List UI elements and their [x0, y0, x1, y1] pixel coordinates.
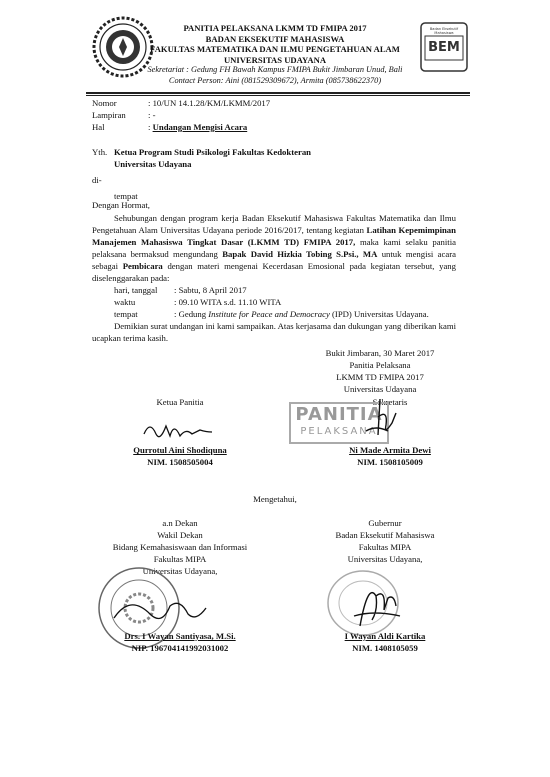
governor-nim: NIM. 1408105059: [352, 643, 418, 653]
waktu-value: : 09.10 WITA s.d. 11.10 WITA: [174, 297, 282, 307]
stamp-line-1: PANITIA: [295, 404, 383, 425]
committee-line-2: LKMM TD FMIPA 2017: [336, 372, 424, 382]
governor-signer: [305, 630, 465, 654]
dean-line-5: Universitas Udayana,: [142, 566, 218, 576]
governor-signature: [350, 576, 406, 632]
left-signer-name: Qurrotul Aini Shodiquna: [133, 445, 227, 455]
recipient-di: di-: [92, 175, 102, 185]
committee-line-3: Universitas Udayana: [343, 384, 417, 394]
committee-line-1: Panitia Pelaksana: [349, 360, 411, 370]
gov-line-3: Fakultas MIPA: [358, 542, 412, 552]
committee-block: [300, 347, 460, 395]
dean-line-1: a.n Dekan: [162, 518, 198, 528]
nomor-label: Nomor: [92, 98, 117, 108]
dean-signature: [110, 588, 210, 632]
left-signer-nim: NIM. 1508505004: [147, 457, 213, 467]
recipient-tempat: tempat: [114, 191, 138, 201]
nomor-value: : 10/UN 14.1.28/KM/LKMM/2017: [148, 98, 271, 108]
recipient: [92, 146, 311, 202]
dean-line-3: Bidang Kemahasiswaan dan Informasi: [112, 542, 248, 552]
letterhead-line-3: FAKULTAS MATEMATIKA DAN ILMU PENGETAHUAN ALAM: [150, 44, 400, 54]
letterhead-line-4: UNIVERSITAS UDAYANA: [223, 54, 327, 65]
bem-logo-text: BEM: [428, 40, 460, 55]
dean-name: Drs. I Wayan Santiyasa, M.Si.: [124, 631, 236, 641]
hal-label: Hal: [92, 122, 105, 132]
left-signer-title: Ketua Panitia: [156, 397, 204, 407]
hari-value: : Sabtu, 8 April 2017: [174, 285, 247, 295]
paragraph-1: Sehubungan dengan program kerja Badan Eksekutif Mahasiswa Fakultas Matematika dan Ilmu Pengetahuan Alam Universitas Udayana periode 2016/2017, tentang kegiatan Latihan Kepemimpinan Manajemen Mahasiswa Tingkat Dasar (LKMM TD) FMIPA 2017, maka kami selaku panitia pelaksana bermaksud mengundang Bapak David Hizkia Tobing S.Psi., MA untuk mengisi acara sebagai Pembicara dengan materi mengenai Kecerdasan Emosional pada kegiatan tersebut, yang diselenggarakan pada:: [92, 213, 456, 283]
right-signature: [360, 395, 410, 443]
right-signer-name: Ni Made Armita Dewi: [349, 445, 431, 455]
header-divider-thin: [86, 95, 470, 96]
bem-logo: [420, 22, 468, 72]
stamp-line-2: PELAKSANA: [300, 426, 378, 437]
letterhead: [130, 23, 420, 86]
recipient-org: Universitas Udayana: [114, 159, 192, 169]
right-signer-nim: NIM. 1508105009: [357, 457, 423, 467]
lampiran-value: : -: [148, 110, 156, 120]
closing-paragraph: Demikian surat undangan ini kami sampaikan. Atas kerjasama dan dukungan yang diberikan kami ucapkan terima kasih.: [92, 321, 456, 343]
letterhead-address: Sekretariat : Gedung FH Bawah Kampus FMIPA Bukit Jimbaran Unud, Bali: [147, 65, 403, 74]
right-signer: [320, 444, 460, 468]
event-name: Latihan Kepemimpinan Manajemen Mahasiswa Tingkat Dasar (LKMM TD) FMIPA 2017,: [92, 225, 456, 247]
gov-line-2: Badan Eksekutif Mahasiswa: [335, 530, 435, 540]
lampiran-label: Lampiran: [92, 110, 126, 120]
speaker-name: Bapak David Hizkia Tobing S.Psi., MA: [222, 249, 378, 259]
tempat-label: tempat: [114, 309, 138, 319]
greeting: Dengan Hormat,: [92, 200, 150, 210]
venue-name: Institute for Peace and Democracy: [208, 309, 330, 319]
waktu-label: waktu: [114, 297, 136, 307]
letter-body: [92, 199, 456, 344]
gov-line-1: Gubernur: [368, 518, 402, 528]
letterhead-line-2: BADAN EKSEKUTIF MAHASISWA: [205, 33, 345, 44]
bem-logo-caption: Badan Eksekutif Mahasiswa: [429, 27, 459, 35]
dean-signer: [95, 630, 265, 654]
governor-block: [305, 517, 465, 565]
letterhead-line-1: PANITIA PELAKSANA LKMM TD FMIPA 2017: [183, 23, 367, 33]
hal-value: Undangan Mengisi Acara: [152, 122, 248, 132]
place-date: Bukit Jimbaran, 30 Maret 2017: [325, 348, 435, 358]
letterhead-contact: Contact Person: Aini (081529309672), Armita (085738622370): [168, 75, 382, 85]
dean-nip: NIP. 196704141992031002: [131, 643, 229, 653]
left-signature: [140, 412, 220, 444]
dean-line-4: Fakultas MIPA: [153, 554, 207, 564]
gov-line-4: Universitas Udayana,: [347, 554, 423, 564]
mengetahui: Mengetahui,: [253, 494, 297, 504]
governor-name: I Wayan Aldi Kartika: [344, 631, 426, 641]
yth-label: Yth.: [92, 147, 108, 157]
recipient-name: Ketua Program Studi Psikologi Fakultas Kedokteran: [114, 147, 312, 157]
hari-label: hari, tanggal: [114, 285, 158, 295]
header-divider: [86, 92, 470, 94]
dean-line-2: Wakil Dekan: [157, 530, 203, 540]
right-signer-title: Sekretaris: [372, 397, 408, 407]
schedule: hari, tanggal : Sabtu, 8 April 2017 waktu : 09.10 WITA s.d. 11.10 WITA tempat : Gedung Institute for Peace and Democracy (IPD) Universitas Udayana.: [114, 285, 429, 319]
left-signer: [105, 444, 255, 468]
speaker-role: Pembicara: [122, 261, 163, 271]
letter-meta: Nomor : 10/UN 14.1.28/KM/LKMM/2017 Lampiran : - Hal : Undangan Mengisi Acara: [92, 98, 271, 132]
